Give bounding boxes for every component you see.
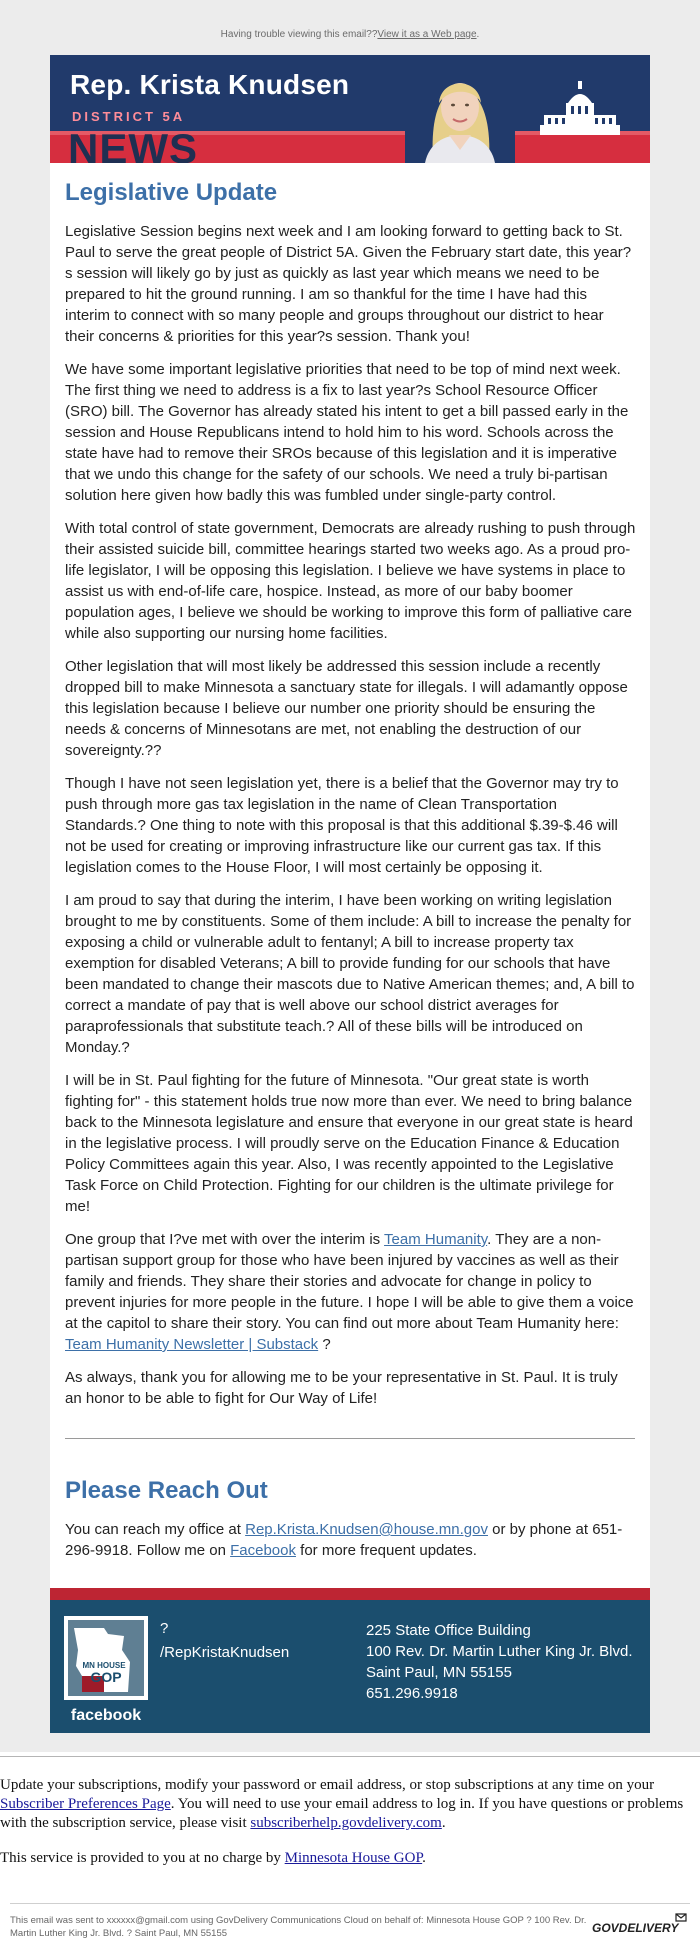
sent-to-disclaimer: This email was sent to xxxxxx@gmail.com using GovDelivery Communications Cloud on behalf of: Minnesota House GOP ? 100 Rev. Dr. Martin Luther King Jr. Blvd. ? Saint Paul, MN 55155 — [10, 1915, 587, 1939]
address-line: Saint Paul, MN 55155 — [366, 1664, 512, 1681]
footer-red-stripe — [50, 1588, 650, 1600]
svg-text:GOP: GOP — [90, 1669, 122, 1685]
newsletter-body — [65, 221, 636, 1421]
view-online-bar: Having trouble viewing this email??View it as a Web page. — [220, 29, 480, 40]
subscriber-preferences-link[interactable]: Subscriber Preferences Page — [0, 1796, 171, 1812]
contact-footer — [50, 1588, 650, 1733]
paragraph-team-humanity: One group that I?ve met with over the interim is Team Humanity. They are a non-partisan support group for those who have been injured by vaccines as well as their family and friends. They share their stories and advocate for change in policy to prevent injuries for more people in the future. I hope I will be able to give them a voice at the capitol to share their story. You can find out more about Team Humanity here: Team Humanity Newsletter | Substack ? — [65, 1231, 634, 1353]
subscription-notice — [0, 1776, 700, 1884]
paragraph: Other legislation that will most likely be addressed this session include a recently dropped bill to make Minnesota a sanctuary state for illegals. I will adamantly oppose this legislation because I believe our number one priority should be ensuring the needs & concerns of Minnesotans are met, not enabling the destruction of our sovereignty.?? — [65, 658, 628, 759]
address-line: 100 Rev. Dr. Martin Luther King Jr. Blvd. — [366, 1643, 633, 1660]
office-email-link[interactable]: Rep.Krista.Knudsen@house.mn.gov — [245, 1521, 488, 1538]
news-label: NEWS — [68, 125, 198, 163]
minnesota-house-gop-link[interactable]: Minnesota House GOP — [284, 1850, 423, 1866]
paragraph: Though I have not seen legislation yet, there is a belief that the Governor may try to push through more gas tax legislation in the name of Clean Transportation Standards.? One thing to note with this proposal is that this additional $.39-$.46 will not be used for creating or improving infrastructure like our current gas tax. If this legislation comes to the House Floor, I will most certainly be opposing it. — [65, 775, 619, 876]
facebook-handle[interactable]: /RepKristaKnudsen — [160, 1644, 290, 1661]
representative-name: Rep. Krista Knudsen — [70, 69, 350, 100]
paragraph: Legislative Session begins next week and I am looking forward to getting back to St. Paul to serve the great people of District 5A. Given the February start date, this year?s session will likely go by just as quickly as last year which means we need to be prepared to hit the ground running. I am so thankful for the time I have had this interim to connect with so many people and groups throughout our district to hear their concerns & priorities for this year?s session. Thank you! — [65, 223, 632, 345]
reach-out-heading: Please Reach Out — [65, 1477, 268, 1504]
office-address — [366, 1620, 633, 1704]
paragraph: As always, thank you for allowing me to be your representative in St. Paul. It is truly an honor to be able to fight for Our Way of Life! — [65, 1369, 618, 1407]
svg-text:facebook: facebook — [70, 1707, 142, 1724]
address-line: 225 State Office Building — [366, 1622, 531, 1639]
facebook-link[interactable]: Facebook — [230, 1542, 296, 1559]
legislative-update-heading: Legislative Update — [65, 179, 278, 206]
reach-out-text: You can reach my office at Rep.Krista.Knudsen@house.mn.gov or by phone at 651-296-9918. Follow me on Facebook for more frequent updates. — [65, 1521, 623, 1559]
subscription-paragraph: Update your subscriptions, modify your password or email address, or stop subscriptions at any time on your Subscriber Preferences Page. You will need to use your email address to log in. If you have questions or problems with the subscription service, please visit subscriberhelp.govdelivery.com. — [0, 1777, 684, 1831]
service-paragraph: This service is provided to you at no charge by Minnesota House GOP. — [0, 1850, 426, 1866]
team-humanity-link[interactable]: Team Humanity — [384, 1231, 488, 1248]
small-divider — [10, 1903, 690, 1904]
paragraph: I am proud to say that during the interim, I have been working on writing legislation brought to me by constituents. Some of them include: A bill to increase the penalty for exposing a child or vulnerable adult to fentanyl; A bill to increase property tax exemption for disabled Veterans; A bill to provide funding for our schools that have been mandated to change their mascots due to Native American themes; and, A bill to correct a mandate of pay that is well above our school district averages for paraprofessionals that substitute teach.? All of these bills will be introduced on Monday.? — [65, 892, 635, 1056]
mn-house-gop-facebook-logo[interactable] — [64, 1616, 148, 1726]
trouble-text: Having trouble viewing this email?? — [220, 29, 378, 40]
subscriber-help-link[interactable]: subscriberhelp.govdelivery.com — [250, 1815, 442, 1831]
footer-divider — [0, 1756, 700, 1757]
paragraph: I will be in St. Paul fighting for the future of Minnesota. "Our great state is worth fighting for" - this statement holds true now more than ever. We need to bring balance back to the Minnesota legislature and ensure that everyone in our great state is heard in the legislative process. I will proudly serve on the Education Finance & Education Policy Committees again this year. Also, I was recently appointed to the Legislative Task Force on Child Protection. Fighting for our children is the ultimate privilege for me! — [65, 1072, 633, 1215]
email-card — [50, 55, 650, 1733]
svg-text:MN HOUSE: MN HOUSE — [82, 1661, 126, 1670]
team-humanity-substack-link[interactable]: Team Humanity Newsletter | Substack — [65, 1336, 319, 1353]
phone-number: 651.296.9918 — [366, 1685, 458, 1702]
district-label: DISTRICT 5A — [72, 109, 186, 124]
newsletter-header-banner — [50, 55, 650, 163]
govdelivery-logo — [592, 1912, 688, 1938]
svg-text:GOVDELIVERY: GOVDELIVERY — [592, 1921, 679, 1935]
paragraph: We have some important legislative priorities that need to be top of mind next week. The first thing we need to address is a fix to last year?s School Resource Officer (SRO) bill. The Governor has already stated his intent to get a bill passed early in the session and House Republicans intend to hold him to his word. Schools across the state have had to remove their SROs because of this legislation and it is imperative that we undo this change for the safety of our schools. We need a truly bi-partisan solution here given how badly this was fumbled under single-party control. — [65, 361, 629, 504]
view-web-page-link[interactable]: View it as a Web page — [377, 29, 477, 40]
paragraph: With total control of state government, Democrats are already rushing to push through their assisted suicide bill, committee hearings started two weeks ago. As a proud pro-life legislator, I will be opposing this legislation. I believe we have systems in place to assist us with end-of-life care, hospice. Instead, as more of our baby boomer population ages, I believe we should be working to improve this form of palliative care while also supporting our nursing home facilities. — [65, 520, 636, 642]
capitol-building-icon — [538, 79, 622, 137]
social-placeholder-text: ? — [160, 1620, 169, 1637]
section-divider — [65, 1438, 635, 1439]
representative-portrait — [405, 55, 515, 163]
